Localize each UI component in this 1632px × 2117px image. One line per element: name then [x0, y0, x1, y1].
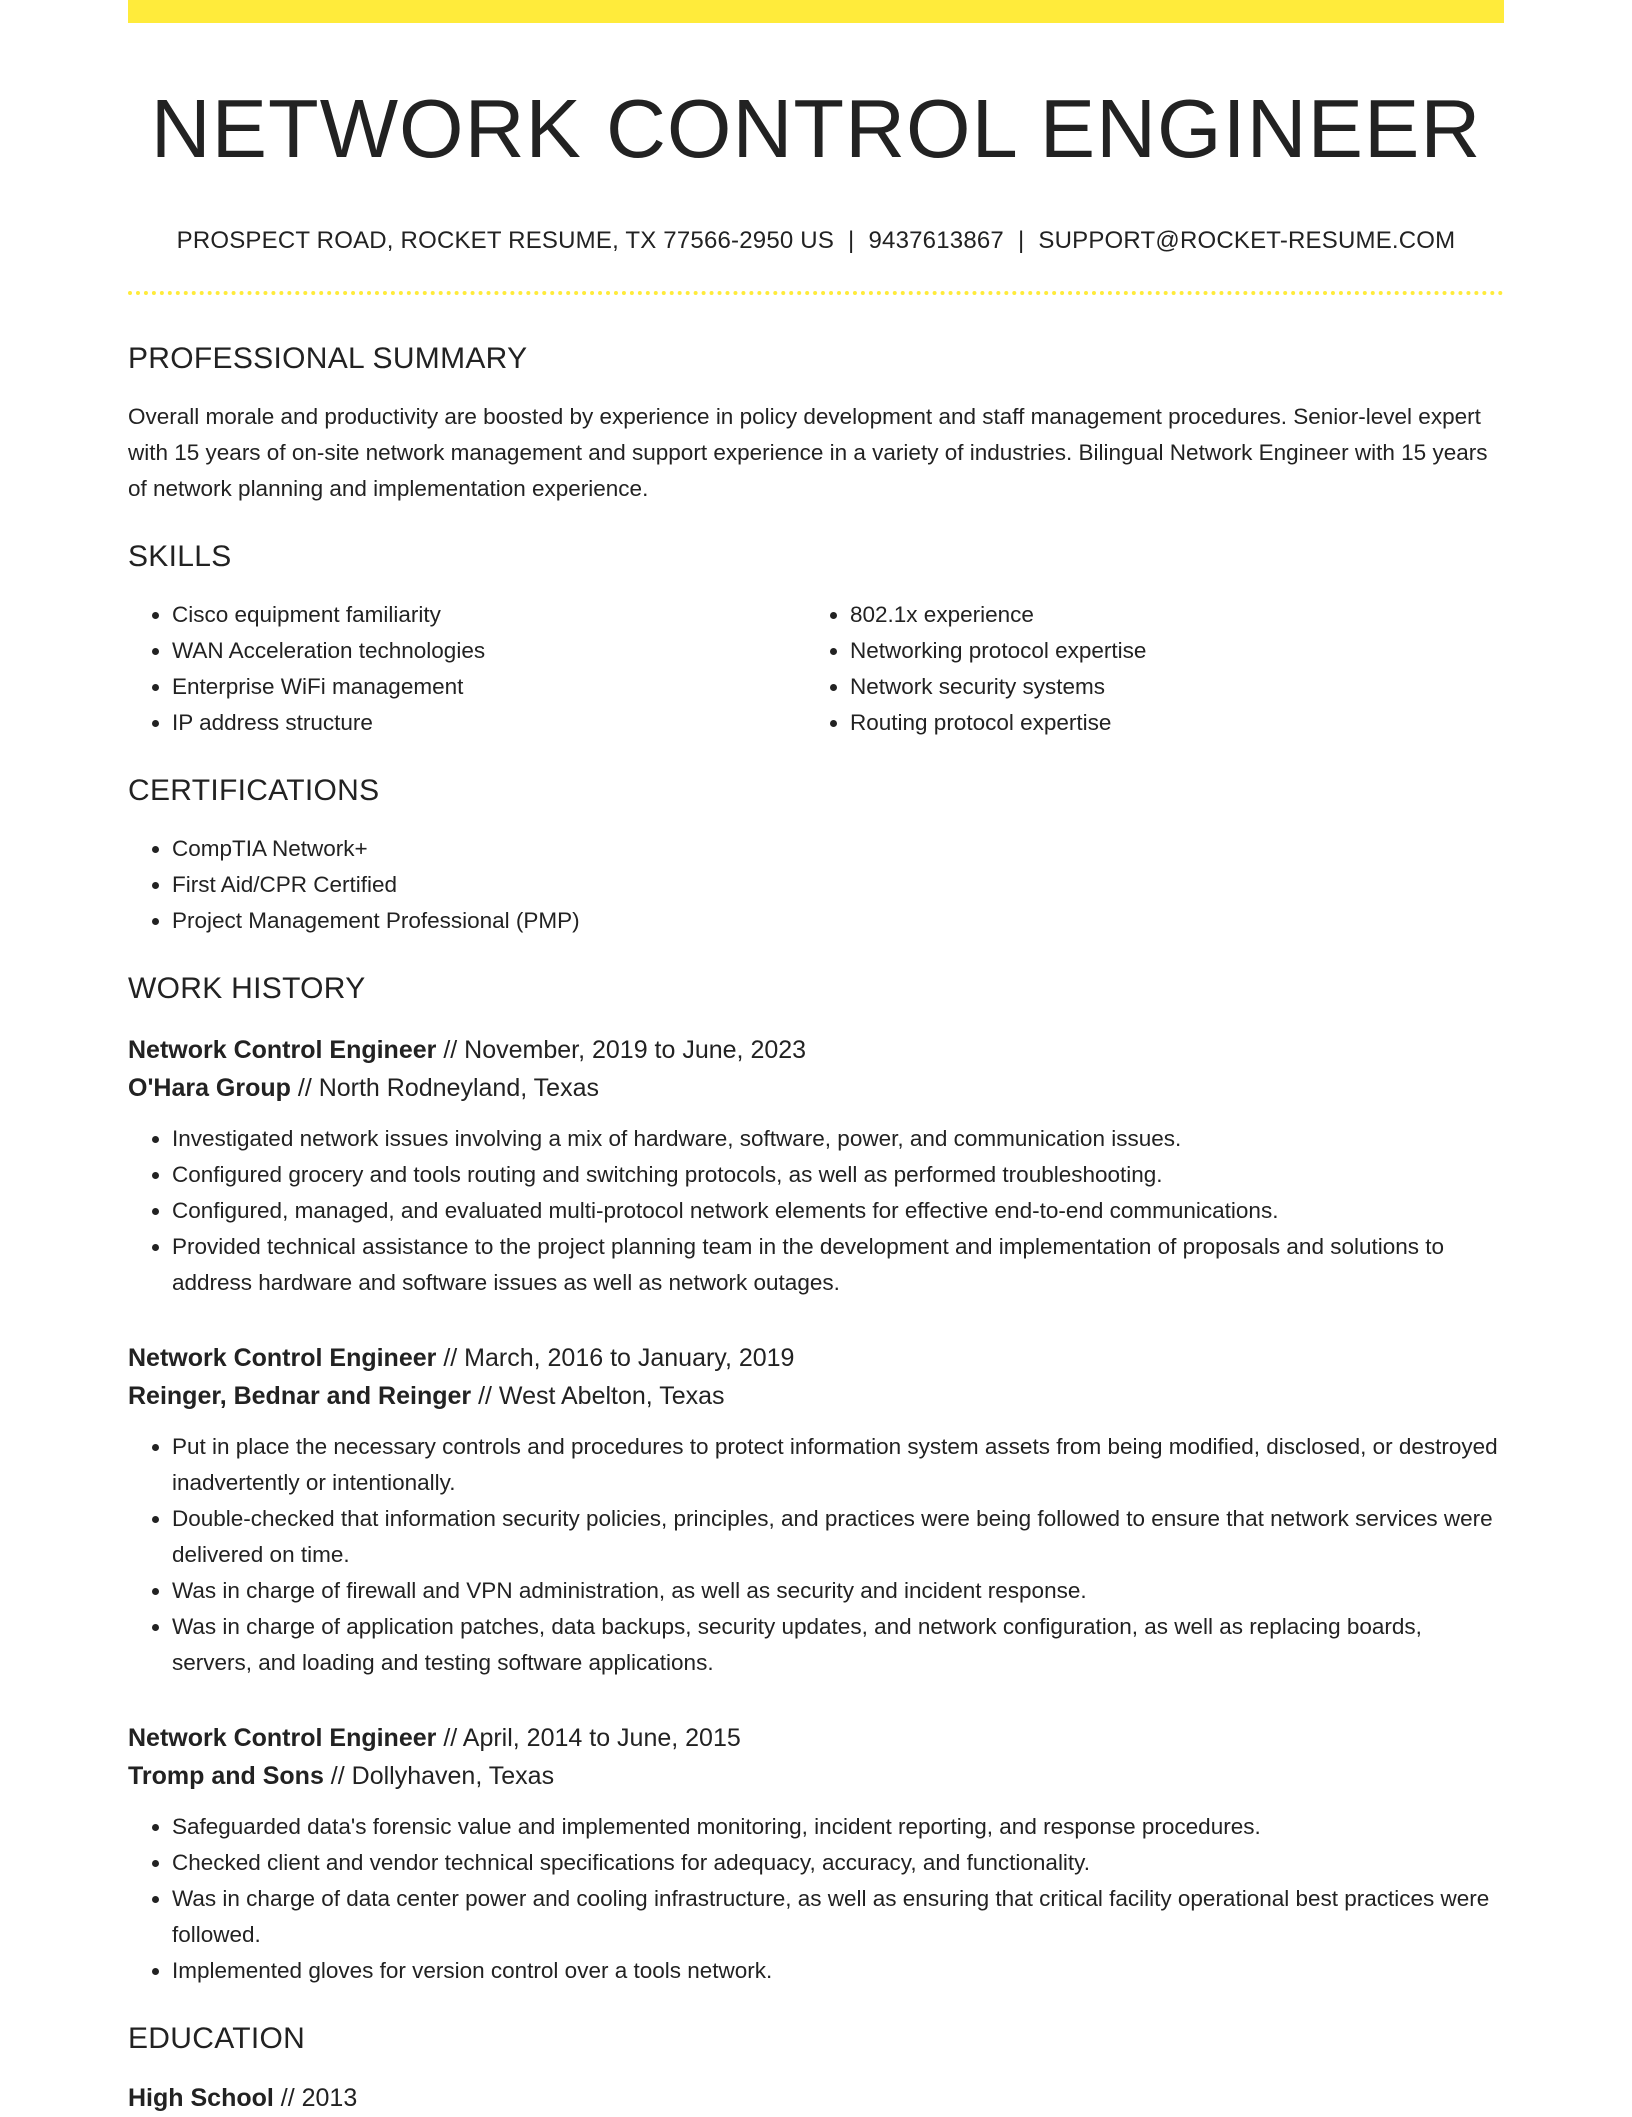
certification-item: • Project Management Professional (PMP) — [172, 903, 1504, 939]
certifications-heading: CERTIFICATIONS — [128, 774, 380, 807]
skill-item: • Enterprise WiFi management — [172, 669, 806, 705]
accent-bar — [128, 0, 1504, 23]
skill-item: • 802.1x experience — [850, 597, 1504, 633]
contact-phone[interactable]: 9437613867 — [868, 227, 1004, 254]
skill-item: • IP address structure — [172, 705, 806, 741]
summary-heading: PROFESSIONAL SUMMARY — [128, 342, 528, 375]
certifications-list — [128, 831, 1504, 939]
job-title-line — [128, 1031, 1504, 1069]
job-bullet: • Was in charge of firewall and VPN administration, as well as security and incident response. — [172, 1573, 1504, 1609]
job-dates: // April, 2014 to June, 2015 — [436, 1724, 741, 1752]
contact-email[interactable]: SUPPORT@ROCKET-RESUME.COM — [1038, 227, 1456, 254]
contact-separator: | — [848, 227, 855, 254]
contact-separator: | — [1017, 227, 1025, 254]
job-company: Tromp and Sons — [128, 1762, 324, 1790]
job-bullet: • Safeguarded data's forensic value and implemented monitoring, incident reporting, and response procedures. — [172, 1809, 1504, 1845]
job-entry — [128, 1031, 1504, 1301]
job-bullet: • Put in place the necessary controls and procedures to protect information system assets from being modified, disclosed, or destroyed inadvertently or intentionally. — [172, 1429, 1504, 1501]
work-history-heading: WORK HISTORY — [128, 972, 366, 1005]
job-entry — [128, 1719, 1504, 1989]
education-entry — [128, 2079, 1504, 2117]
job-company-line — [128, 1069, 1504, 1107]
job-dates: // November, 2019 to June, 2023 — [436, 1036, 807, 1064]
resume-name: NETWORK CONTROL ENGINEER — [150, 82, 1482, 175]
resume-page — [128, 0, 1504, 2117]
job-bullet: • Investigated network issues involving a mix of hardware, software, power, and communication issues. — [172, 1121, 1504, 1157]
job-location: // West Abelton, Texas — [471, 1382, 725, 1410]
skill-item: • WAN Acceleration technologies — [172, 633, 806, 669]
job-role: Network Control Engineer — [128, 1344, 437, 1372]
contact-line — [128, 225, 1504, 257]
education-year: // 2013 — [273, 2084, 358, 2112]
skill-item: • Networking protocol expertise — [850, 633, 1504, 669]
job-title-line — [128, 1719, 1504, 1757]
job-bullet: • Provided technical assistance to the project planning team in the development and implementation of proposals and solutions to address hardware and software issues as well as network outages. — [172, 1229, 1504, 1301]
skill-item: • Routing protocol expertise — [850, 705, 1504, 741]
job-company: O'Hara Group — [128, 1074, 291, 1102]
job-company-line — [128, 1377, 1504, 1415]
skill-item: • Network security systems — [850, 669, 1504, 705]
summary-text: Overall morale and productivity are boosted by experience in policy development and staff management procedures. Senior-level expert with 15 years of on-site network management and support experience in a variety of industries. Bilingual Network Engineer with 15 years of network planning and implementation experience. — [128, 404, 1488, 501]
job-company: Reinger, Bednar and Reinger — [128, 1382, 472, 1410]
job-location: // North Rodneyland, Texas — [290, 1074, 599, 1102]
certification-item: • First Aid/CPR Certified — [172, 867, 1504, 903]
job-bullet: • Configured, managed, and evaluated multi-protocol network elements for effective end-to-end communications. — [172, 1193, 1504, 1229]
job-bullet: • Configured grocery and tools routing and switching protocols, as well as performed troubleshooting. — [172, 1157, 1504, 1193]
contact-address: PROSPECT ROAD, ROCKET RESUME, TX 77566-2950 US — [176, 227, 835, 254]
job-role: Network Control Engineer — [128, 1724, 437, 1752]
job-bullets — [128, 1429, 1504, 1681]
job-title-line — [128, 1339, 1504, 1377]
skill-item: • Cisco equipment familiarity — [172, 597, 806, 633]
job-dates: // March, 2016 to January, 2019 — [436, 1344, 795, 1372]
education-degree: High School — [128, 2084, 274, 2112]
job-bullet: • Double-checked that information security policies, principles, and practices were being followed to ensure that network services were delivered on time. — [172, 1501, 1504, 1573]
skills-columns — [128, 597, 1504, 741]
job-bullet: • Was in charge of data center power and cooling infrastructure, as well as ensuring that critical facility operational best practices were followed. — [172, 1881, 1504, 1953]
certification-item: • CompTIA Network+ — [172, 831, 1504, 867]
job-bullets — [128, 1121, 1504, 1301]
job-bullet: • Implemented gloves for version control over a tools network. — [172, 1953, 1504, 1989]
skills-list-left — [128, 597, 806, 741]
job-bullets — [128, 1809, 1504, 1989]
skills-heading: SKILLS — [128, 540, 232, 573]
dotted-divider — [128, 291, 1504, 295]
job-bullet: • Checked client and vendor technical specifications for adequacy, accuracy, and functionality. — [172, 1845, 1504, 1881]
job-location: // Dollyhaven, Texas — [323, 1762, 555, 1790]
job-role: Network Control Engineer — [128, 1036, 437, 1064]
job-company-line — [128, 1757, 1504, 1795]
skills-list-right — [806, 597, 1504, 741]
job-bullet: • Was in charge of application patches, data backups, security updates, and network configuration, as well as replacing boards, servers, and loading and testing software applications. — [172, 1609, 1504, 1681]
job-entry — [128, 1339, 1504, 1681]
education-heading: EDUCATION — [128, 2022, 306, 2055]
